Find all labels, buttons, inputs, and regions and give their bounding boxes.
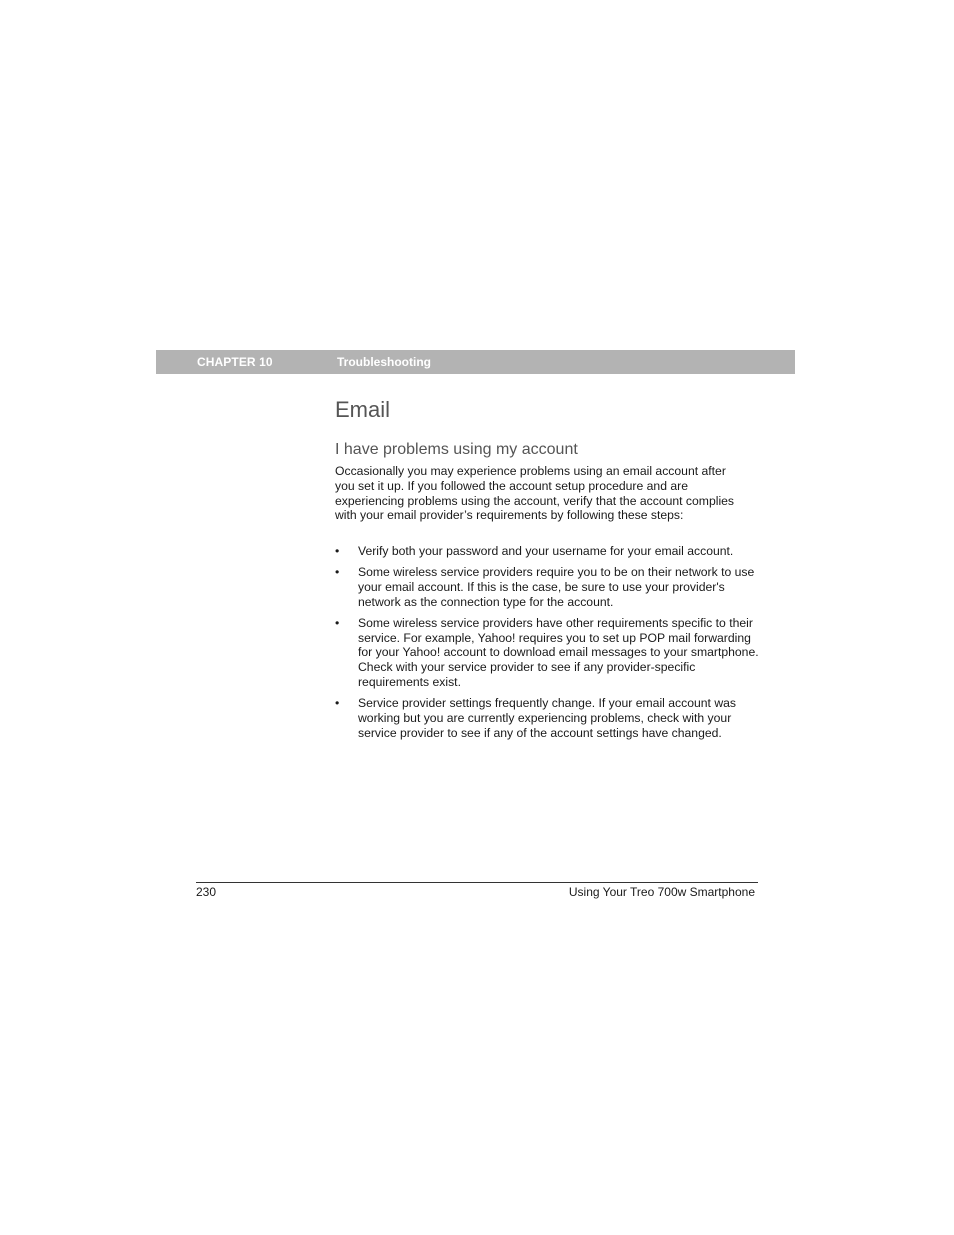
steps-list (335, 544, 760, 747)
list-item (335, 565, 760, 610)
footer-book-title: Using Your Treo 700w Smartphone (568, 885, 755, 899)
bullet-icon: • (335, 696, 340, 711)
list-item-text: Some wireless service providers have other requirements specific to their service. For example, Yahoo! requires you to set up POP mail forwarding for your Yahoo! account to download email messages to your smartphone. Check with your service provider to see if any provider-specific requirements exist. (358, 615, 759, 690)
bullet-icon: • (335, 615, 340, 630)
chapter-header-bar (156, 350, 795, 374)
page-title: Email (335, 397, 391, 422)
chapter-title: Troubleshooting (337, 355, 431, 369)
bullet-icon: • (335, 564, 340, 579)
chapter-label: CHAPTER 10 (197, 355, 273, 369)
list-item (335, 544, 760, 559)
list-item-text: Verify both your password and your username for your email account. (358, 544, 734, 558)
bullet-icon: • (335, 544, 340, 558)
list-item-text: Some wireless service providers require you to be on their network to use your email account. If this is the case, be sure to use your provider's network as the connection type for the account. (358, 564, 755, 609)
page-number: 230 (196, 885, 217, 899)
list-item (335, 616, 760, 691)
list-item (335, 696, 760, 741)
list-item-text: Service provider settings frequently change. If your email account was working but you are currently experiencing problems, check with your service provider to see if any of the account settings have changed. (358, 696, 737, 740)
section-heading: I have problems using my account (335, 441, 578, 458)
footer-divider (196, 882, 758, 883)
intro-paragraph: Occasionally you may experience problems using an email account after you set it up. If you followed the account setup procedure and are experiencing problems using the account, verify that the account complies with your email provider’s requirements by following these steps: (335, 464, 735, 523)
